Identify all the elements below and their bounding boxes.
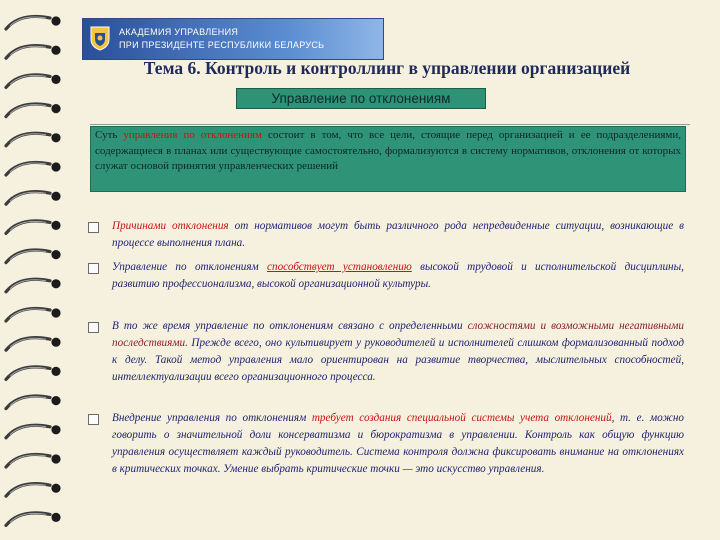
item-emphasis: сложностями и возможными негативными последствиями. (112, 320, 684, 349)
item-text: , т. е. можно говорить о значительной доли консерватизма и бюрократизма в управлении. Контроль как общую функцию управления осуществляет каждый руководитель. Система контроля должна фиксировать внимание на отклонениях в критических точках. Умение выбрать критические точки — это искусство управления. (112, 412, 684, 475)
academy-banner (82, 18, 384, 60)
spiral-ring (6, 396, 61, 409)
spiral-ring (6, 338, 61, 351)
spiral-ring (6, 250, 61, 263)
checkbox-bullet-icon (88, 322, 99, 333)
bullet-item (88, 410, 684, 478)
spiral-ring (6, 425, 61, 438)
banner-line-2: ПРИ ПРЕЗИДЕНТЕ РЕСПУБЛИКИ БЕЛАРУСЬ (119, 40, 325, 50)
definition-pre: Суть (95, 129, 124, 141)
spiral-ring (6, 454, 61, 467)
spiral-binding (0, 0, 78, 540)
spiral-ring (6, 484, 61, 497)
spiral-ring (6, 46, 61, 59)
spiral-ring (6, 133, 61, 146)
item-emphasis: Причинами отклонения (112, 220, 229, 232)
checkbox-bullet-icon (88, 414, 99, 425)
item-emphasis: способствует установлению (267, 261, 412, 273)
spiral-ring (6, 513, 61, 526)
spiral-ring (6, 16, 61, 29)
banner-line-1: АКАДЕМИЯ УПРАВЛЕНИЯ (119, 27, 239, 37)
spiral-ring (6, 279, 61, 292)
spiral-ring (6, 104, 61, 117)
item-text: Управление по отклонениям (112, 261, 268, 273)
spiral-ring (6, 192, 61, 205)
definition-post: состоит в том, что все цели, стоящие перед организацией и ее подразделениями, содержащиеся в планах или существующие самостоятельно, формализуются в систему нормативов, отклонения от которых служат основой принятия управленческих решений (95, 129, 681, 172)
definition-box (90, 126, 686, 192)
item-text: высокой трудовой и исполнительской дисциплины, развитию профессионализма, высокой организационной культуры. (112, 261, 684, 290)
item-text: от нормативов могут быть различного рода непредвиденные ситуации, возникающие в процессе выполнения плана. (112, 220, 684, 249)
slide-title: Тема 6. Контроль и контроллинг в управлении организацией (143, 58, 631, 78)
item-text: Внедрение управления по отклонениям (112, 412, 312, 424)
spiral-ring (6, 367, 61, 380)
section-heading: Управление по отклонениям (236, 88, 486, 109)
checkbox-bullet-icon (88, 263, 99, 274)
definition-emphasis: управления по отклонениям (123, 129, 262, 141)
bullet-item (88, 218, 684, 252)
checkbox-bullet-icon (88, 222, 99, 233)
divider (90, 124, 690, 125)
bullet-item (88, 318, 684, 386)
spiral-ring (6, 162, 61, 175)
spiral-ring (6, 75, 61, 88)
item-text: Прежде всего, оно культивирует у руководителей и исполнителей слишком формализованный подход к делу. Такой метод управления мало ориентирован на развитие творчества, мыслительных способностей, интеллектуализации всего организационного процесса. (112, 337, 684, 383)
spiral-ring (6, 221, 61, 234)
item-text: В то же время управление по отклонениям связано с определенными (112, 320, 468, 332)
item-emphasis: требует создания специальной системы учета отклонений (311, 412, 612, 424)
bullet-item (88, 259, 684, 293)
spiral-ring (6, 308, 61, 321)
emblem-icon (89, 25, 111, 51)
